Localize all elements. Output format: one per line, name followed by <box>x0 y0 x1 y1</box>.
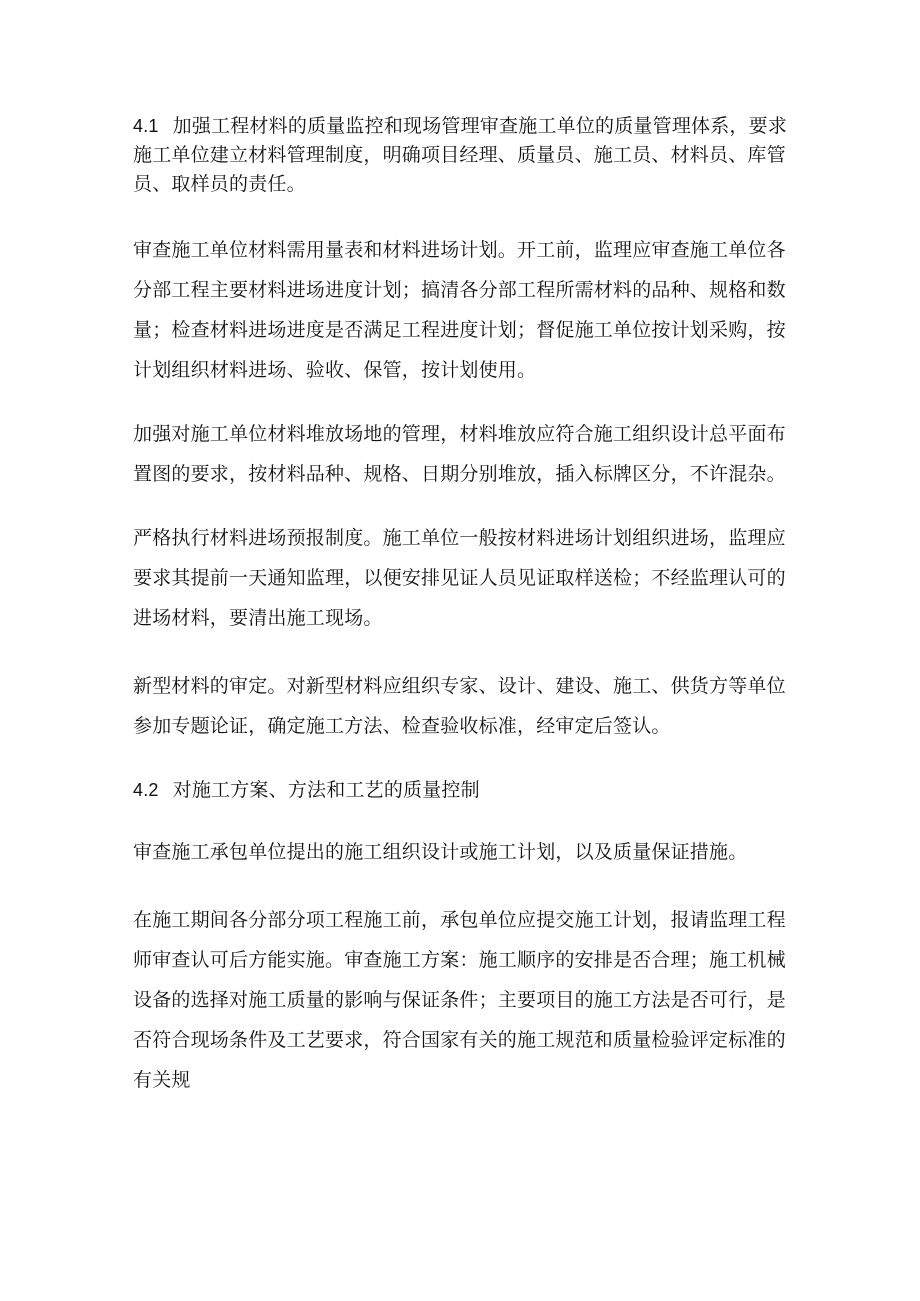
material-plan-paragraph <box>133 230 793 390</box>
paragraph-text: 严格执行材料进场预报制度。施工单位一般按材料进场计划组织进场，监理应要求其提前一天通知监理，以便安排见证人员见证取样送检；不经监理认可的进场材料，要清出施工现场。 <box>133 527 786 629</box>
document-page <box>133 112 793 1100</box>
paragraph-text: 加强工程材料的质量监控和现场管理审查施工单位的质量管理体系，要求施工单位建立材料管理制度，明确项目经理、质量员、施工员、材料员、库管员、取样员的责任。 <box>133 115 788 195</box>
material-storage-paragraph <box>133 414 793 494</box>
paragraph-text: 在施工期间各分部分项工程施工前，承包单位应提交施工计划，报请监理工程师审查认可后方能实施。审查施工方案：施工顺序的安排是否合理；施工机械设备的选择对施工质量的影响与保证条件；主要项目的施工方法是否可行，是否符合现场条件及工艺要求，符合国家有关的施工规范和质量检验评定标准的有关规 <box>133 909 786 1091</box>
paragraph-text: 审查施工承包单位提出的施工组织设计或施工计划，以及质量保证措施。 <box>133 841 748 863</box>
new-material-review-paragraph <box>133 666 793 746</box>
heading-text: 对施工方案、方法和工艺的质量控制 <box>172 779 480 801</box>
construction-scheme-paragraph <box>133 900 793 1100</box>
paragraph-text: 审查施工单位材料需用量表和材料进场计划。开工前，监理应审查施工单位各分部工程主要材料进场进度计划；搞清各分部工程所需材料的品种、规格和数量；检查材料进场进度是否满足工程进度计划；督促施工单位按计划采购，按计划组织材料进场、验收、保管，按计划使用。 <box>133 239 786 381</box>
section-4-2-heading <box>133 776 793 805</box>
material-entry-report-paragraph <box>133 518 793 638</box>
paragraph-text: 新型材料的审定。对新型材料应组织专家、设计、建设、施工、供货方等单位参加专题论证，确定施工方法、检查验收标准，经审定后签认。 <box>133 675 786 737</box>
paragraph-text: 加强对施工单位材料堆放场地的管理，材料堆放应符合施工组织设计总平面布置图的要求，按材料品种、规格、日期分别堆放，插入标牌区分，不许混杂。 <box>133 423 786 485</box>
construction-plan-review-paragraph <box>133 838 793 867</box>
section-number-4-1: 4.1 <box>133 116 159 136</box>
section-4-1-paragraph <box>133 112 793 199</box>
section-number-4-2: 4.2 <box>133 780 159 800</box>
